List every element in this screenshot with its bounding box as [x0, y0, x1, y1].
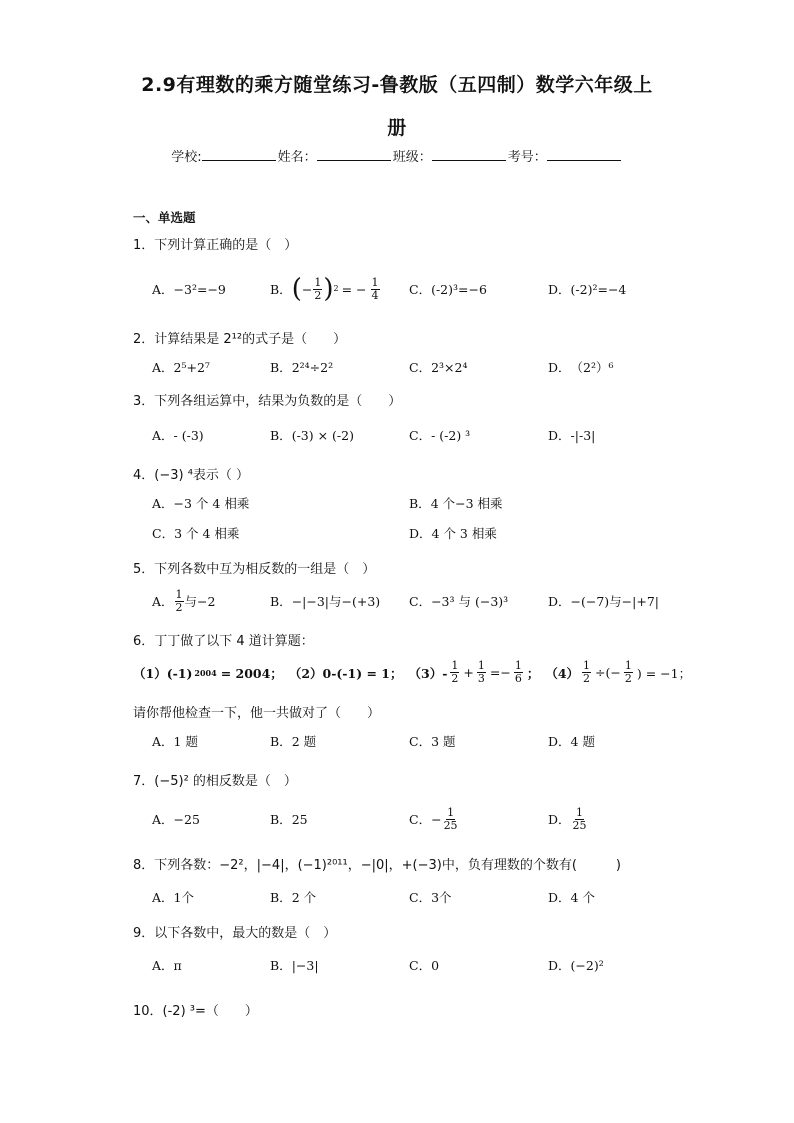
option-label: B． [270, 812, 292, 827]
question-10-stem: 10．(-2) ³=（ ） [133, 1004, 258, 1019]
option-label: D． [548, 958, 571, 973]
option-text: 2³×2⁴ [431, 359, 468, 375]
numerator: 1 [314, 275, 322, 289]
option-label: C． [409, 428, 432, 443]
class-label: 班级： [392, 150, 432, 165]
equals-sign: =− [489, 665, 511, 680]
option-label: D． [548, 428, 571, 443]
denominator: 2 [314, 288, 322, 302]
q6-option-a[interactable] [152, 726, 198, 756]
option-text: |−3| [291, 957, 319, 973]
school-blank[interactable] [202, 148, 276, 161]
q9-option-d[interactable] [548, 950, 604, 980]
problem-1: （1）(-1) [133, 665, 193, 681]
option-text: 2 题 [291, 734, 317, 749]
name-label: 姓名： [277, 150, 317, 165]
question-6-options [152, 726, 672, 756]
option-text: (-2)³=−6 [431, 281, 487, 297]
option-label: B． [270, 282, 292, 297]
denominator: 25 [443, 818, 458, 832]
option-text: 0 [431, 957, 440, 973]
option-text: (−2)² [570, 957, 604, 973]
q7-option-d[interactable] [548, 804, 589, 834]
option-text: 1个 [173, 890, 194, 905]
option-text: 2 个 [291, 890, 317, 905]
q7-option-b[interactable] [270, 804, 308, 834]
option-text: (-3) × (-2) [291, 427, 354, 443]
numerator: 1 [477, 659, 485, 672]
problem-1-result: = 2004； [220, 665, 283, 681]
left-paren: ( [291, 274, 302, 304]
q6-option-d[interactable] [548, 726, 595, 756]
denominator: 3 [477, 672, 485, 685]
numerator: 1 [371, 275, 379, 289]
q7-option-a[interactable] [152, 804, 200, 834]
denominator: 6 [514, 672, 522, 685]
q5-option-b[interactable] [270, 586, 380, 616]
question-6-stem: 6．丁丁做了以下 4 道计算题： [133, 634, 314, 649]
q1-option-a[interactable] [152, 274, 226, 304]
numerator: 1 [447, 805, 455, 819]
question-5-stem: 5．下列各数中互为相反数的一组是（ ） [133, 562, 376, 577]
fraction [175, 589, 184, 614]
option-label: A． [152, 594, 174, 609]
option-label: C． [409, 812, 432, 827]
denominator: 2 [175, 600, 183, 614]
fraction [371, 277, 380, 302]
option-label: C． [409, 958, 432, 973]
fraction [514, 660, 525, 685]
q8-option-c[interactable] [409, 882, 452, 912]
option-text: 1 题 [173, 734, 198, 749]
q3-option-a[interactable] [152, 420, 204, 450]
q5-option-a[interactable] [152, 586, 215, 616]
equals-sign: = − [341, 281, 367, 297]
title-line-2: 册 [387, 117, 407, 139]
student-info [0, 146, 794, 165]
title-line-1: 2.9有理数的乘方随堂练习-鲁教版（五四制）数学六年级上 [141, 74, 653, 96]
question-4-options-row1 [152, 488, 672, 518]
option-label: A． [152, 360, 174, 375]
option-text: 与−2 [184, 594, 216, 609]
q4-option-b[interactable] [409, 488, 503, 518]
question-1-stem: 1．下列计算正确的是（ ） [133, 238, 298, 253]
q5-option-c[interactable] [409, 586, 508, 616]
option-label: C． [409, 360, 432, 375]
minus-sign: − [431, 811, 442, 827]
question-6-check: 请你帮他检查一下，他一共做对了（ ） [133, 706, 381, 721]
fraction [313, 277, 322, 302]
right-paren: ) [323, 274, 334, 304]
q5-option-d[interactable] [548, 586, 659, 616]
option-text: π [173, 957, 182, 973]
option-label: D． [548, 812, 571, 827]
number-label: 考号： [507, 150, 547, 165]
question-7-stem: 7．(−5)² 的相反数是（ ） [133, 774, 297, 789]
number-blank[interactable] [547, 148, 621, 161]
section-heading: 一、单选题 [133, 210, 196, 225]
numerator: 1 [514, 659, 522, 672]
option-label: B． [270, 890, 292, 905]
option-label: B． [270, 734, 292, 749]
q9-option-b[interactable] [270, 950, 319, 980]
option-label: C． [409, 890, 432, 905]
name-blank[interactable] [317, 148, 391, 161]
option-text: 4 个−3 相乘 [430, 496, 503, 511]
q4-option-c[interactable] [152, 518, 239, 548]
q8-option-d[interactable] [548, 882, 595, 912]
q1-option-b[interactable]: B． ( − $\frac{1}{2}$ ) 2 = − $\frac{1}{4}$ [270, 274, 379, 304]
option-label: C． [409, 594, 432, 609]
q3-option-c[interactable] [409, 420, 470, 450]
q2-option-d[interactable] [548, 352, 614, 382]
option-label: A． [152, 890, 174, 905]
q6-option-b[interactable] [270, 726, 316, 756]
numerator: 1 [624, 659, 632, 672]
option-label: B． [270, 594, 292, 609]
option-label: D． [548, 890, 571, 905]
question-8-stem: 8．下列各数：−2²，|−4|，(−1)²⁰¹¹，−|0|，+(−3)中，负有理数的个数有( ) [133, 858, 621, 873]
denominator: 4 [371, 288, 379, 302]
q7-option-c[interactable] [409, 804, 460, 834]
option-label: D． [409, 526, 432, 541]
q2-option-b[interactable] [270, 352, 333, 382]
question-4-stem: 4．(−3) ⁴表示（ ） [133, 468, 250, 483]
school-label: 学校: [171, 150, 202, 165]
numerator: 1 [576, 805, 584, 819]
option-label: A． [152, 428, 174, 443]
option-label: A． [152, 734, 174, 749]
question-9-stem: 9．以下各数中，最大的数是（ ） [133, 926, 337, 941]
numerator: 1 [175, 587, 183, 601]
option-text: -|-3| [570, 427, 596, 443]
fraction [572, 807, 588, 832]
denominator: 25 [572, 818, 587, 832]
option-text: −3³ 与 (−3)³ [431, 594, 509, 609]
option-text: 3个 [431, 890, 452, 905]
problem-3: （3）- [408, 665, 448, 681]
q2-option-c[interactable] [409, 352, 467, 382]
question-3-options [152, 420, 672, 450]
q8-option-a[interactable] [152, 882, 194, 912]
option-text: 4 个 [570, 890, 595, 905]
option-text: (-2)²=−4 [570, 281, 627, 297]
option-label: A． [152, 958, 174, 973]
option-text: 4 个 3 相乘 [431, 526, 497, 541]
numerator: 1 [583, 659, 591, 672]
option-text: - (-3) [173, 427, 204, 443]
problem-2: （2）0-(-1) = 1； [288, 665, 403, 681]
option-text: −(−7)与−|+7| [570, 594, 660, 609]
q9-option-a[interactable] [152, 950, 182, 980]
question-1-options [152, 274, 672, 304]
q1-option-d[interactable] [548, 274, 626, 304]
q6-option-c[interactable] [409, 726, 456, 756]
option-label: B． [270, 428, 292, 443]
question-6-problems: （1）(-1) 2004 = 2004； （2）0-(-1) = 1； （3）- $\frac{1}{2}$ + $\frac{1}{3}$ =− $\frac{1}{6}$ ； （4） $\frac{1}{2}$ ÷(− $\frac{1}{2}$ ) = −1； [133, 659, 692, 685]
fraction [624, 660, 635, 685]
option-text: 2²⁴÷2² [291, 359, 334, 375]
option-text: 3 个 4 相乘 [174, 526, 240, 541]
option-label: D． [548, 282, 571, 297]
divide-sign: ÷(− [595, 665, 621, 680]
fraction [477, 660, 488, 685]
option-text: 2⁵+2⁷ [173, 359, 210, 375]
question-4-options-row2 [152, 518, 672, 548]
question-3-stem: 3．下列各组运算中，结果为负数的是（ ） [133, 394, 402, 409]
q2-option-a[interactable] [152, 352, 210, 382]
q1-option-c[interactable] [409, 274, 487, 304]
option-label: A． [152, 496, 174, 511]
option-label: D． [548, 360, 571, 375]
problem-4-result: ) = −1； [636, 665, 692, 681]
question-9-options [152, 950, 672, 980]
numerator: 1 [451, 659, 459, 672]
question-2-options [152, 352, 672, 382]
option-text: - (-2) ³ [431, 427, 471, 443]
problem-4: （4） [545, 665, 580, 681]
option-label: D． [548, 594, 571, 609]
option-label: A． [152, 282, 174, 297]
denominator: 2 [451, 672, 459, 685]
option-label: D． [548, 734, 571, 749]
class-blank[interactable] [432, 148, 506, 161]
question-5-options [152, 586, 672, 616]
question-7-options [152, 804, 672, 834]
fraction [450, 660, 461, 685]
option-text: −3 个 4 相乘 [173, 496, 250, 511]
option-label: A． [152, 812, 174, 827]
q3-option-b[interactable] [270, 420, 354, 450]
option-label: C． [409, 734, 432, 749]
question-2-stem: 2．计算结果是 2¹²的式子是（ ） [133, 332, 347, 347]
option-label: C． [409, 282, 432, 297]
denominator: 2 [583, 672, 591, 685]
minus-sign: − [301, 281, 313, 297]
option-text: 25 [291, 811, 308, 827]
question-8-options [152, 882, 672, 912]
option-text: −3²=−9 [173, 281, 226, 297]
fraction [582, 660, 593, 685]
option-text: −25 [173, 811, 200, 827]
option-text: 3 题 [431, 734, 456, 749]
denominator: 2 [624, 672, 632, 685]
fraction [443, 807, 459, 832]
q3-option-d[interactable] [548, 420, 595, 450]
option-text: −|−3|与−(+3) [291, 594, 381, 609]
q9-option-c[interactable] [409, 950, 439, 980]
option-label: B． [409, 496, 431, 511]
option-label: C． [152, 526, 175, 541]
q4-option-a[interactable] [152, 488, 249, 518]
q4-option-d[interactable] [409, 518, 497, 548]
option-label: B． [270, 958, 292, 973]
separator: ； [526, 665, 540, 681]
plus-sign: + [463, 665, 474, 680]
option-label: B． [270, 360, 292, 375]
option-text: 4 题 [570, 734, 595, 749]
option-text: （2²）⁶ [570, 360, 614, 375]
q8-option-b[interactable] [270, 882, 316, 912]
